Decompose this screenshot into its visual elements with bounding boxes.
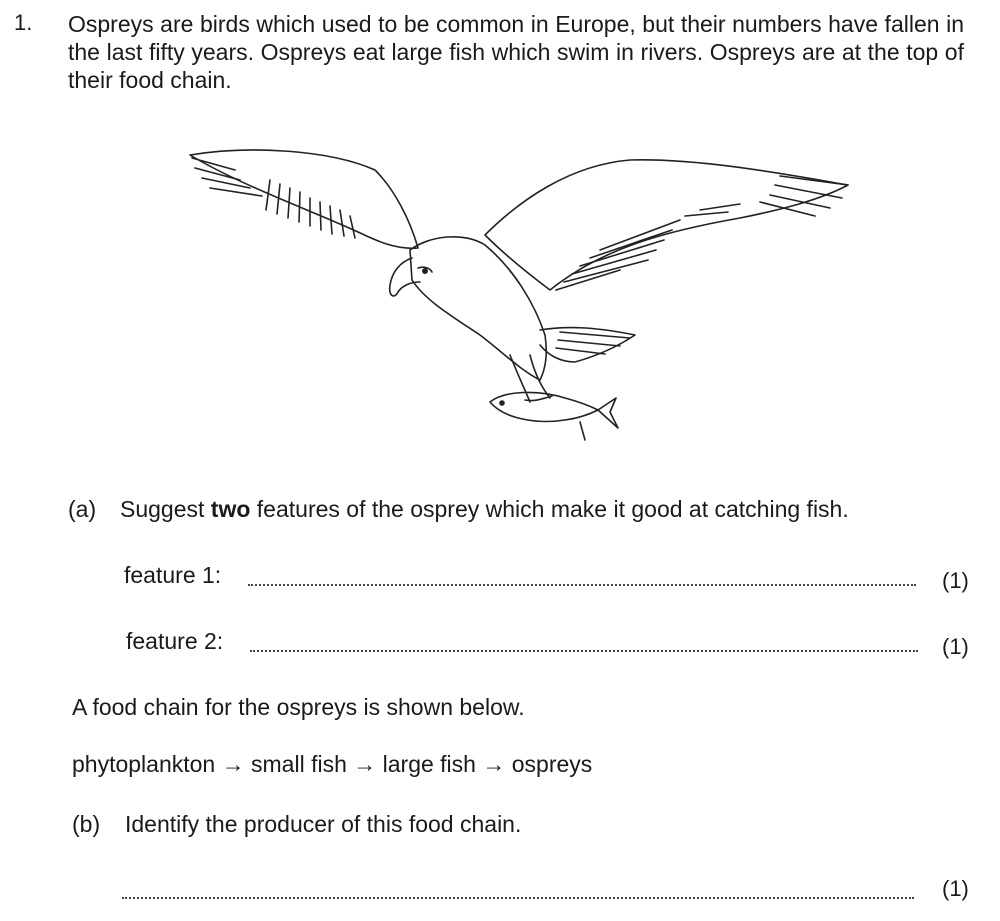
part-a-prompt-bold: two bbox=[210, 496, 251, 522]
part-a-prompt-end: features of the osprey which make it good at catching fish. bbox=[250, 496, 849, 522]
part-b-prompt: Identify the producer of this food chain. bbox=[125, 811, 522, 837]
feature-2-marks: (1) bbox=[942, 634, 969, 659]
osprey-illustration-icon bbox=[180, 140, 860, 450]
part-a-prompt bbox=[120, 496, 960, 523]
part-a-prompt-start: Suggest bbox=[120, 496, 211, 522]
part-b-marks: (1) bbox=[942, 876, 969, 901]
feature-1-marks: (1) bbox=[942, 568, 969, 593]
food-chain-intro: A food chain for the ospreys is shown below. bbox=[72, 694, 525, 720]
question-intro: Ospreys are birds which used to be common in Europe, but their numbers have fallen in the last fifty years. Ospreys eat large fish which swim in rivers. Ospreys are at the top of their food chain. bbox=[68, 11, 964, 93]
part-a-label: (a) bbox=[68, 496, 97, 522]
part-b-label: (b) bbox=[72, 811, 101, 837]
feature-1-label: feature 1: bbox=[124, 562, 222, 588]
question-number: 1. bbox=[14, 10, 33, 35]
feature-2-label: feature 2: bbox=[126, 628, 224, 654]
food-chain: phytoplankton → small fish → large fish → ospreys bbox=[72, 751, 593, 777]
feature-2-answer-line[interactable] bbox=[250, 650, 918, 652]
part-b-answer-line[interactable] bbox=[122, 897, 914, 899]
osprey-figure bbox=[180, 140, 860, 450]
feature-1-answer-line[interactable] bbox=[248, 584, 916, 586]
